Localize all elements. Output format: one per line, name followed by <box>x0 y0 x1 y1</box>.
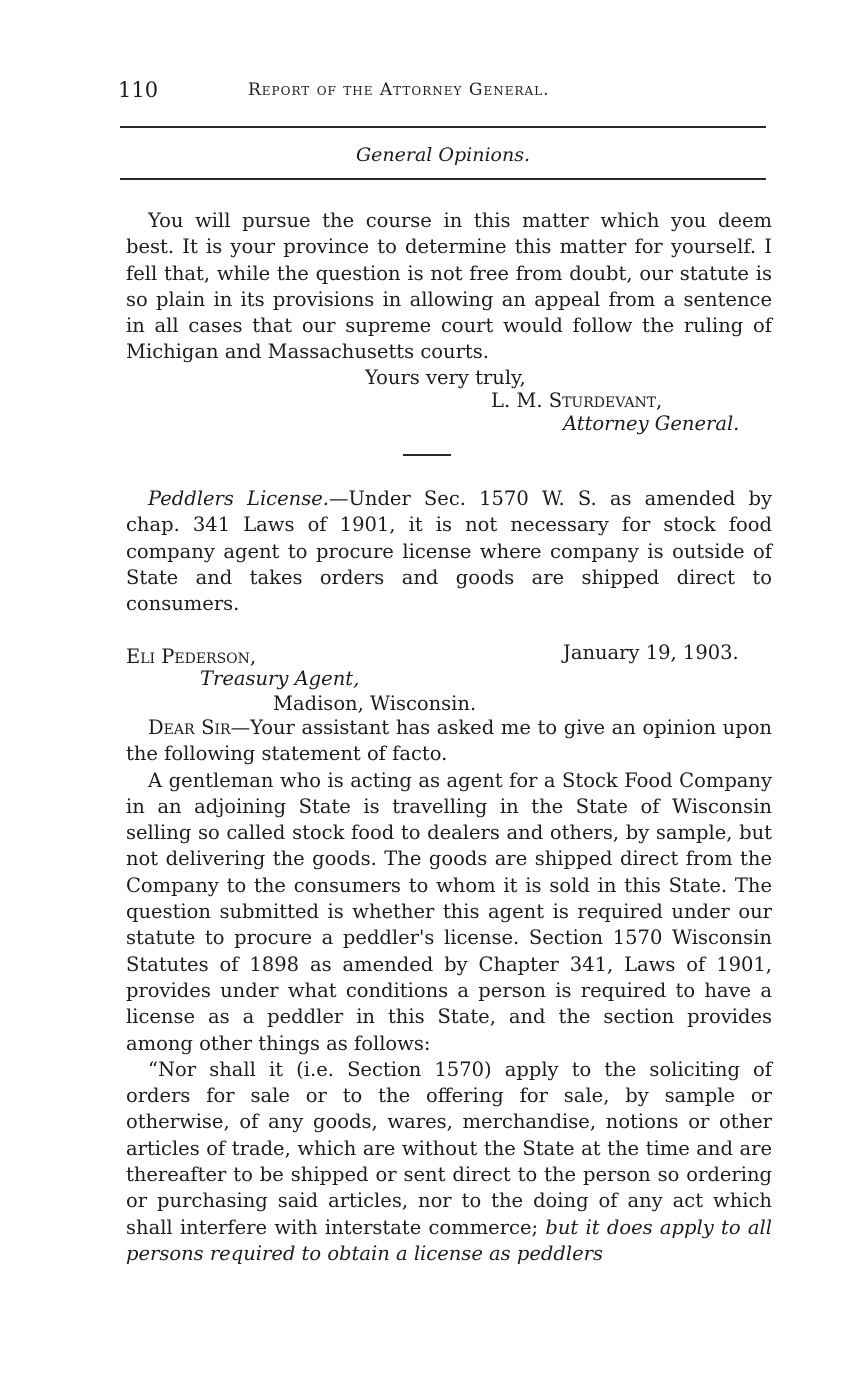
letter-closing: Yours very truly, <box>365 366 526 389</box>
statute-quote <box>126 1057 772 1267</box>
quote-text: “Nor shall it (i.e. Section 1570) apply to the soliciting of orders for sale or to the offering for sale, by sample or otherwise, of any goods, wares, merchandise, notions or other articles of trade, which are without the State at the time and are thereafter to be shipped or sent direct to the person so ordering or purchasing said articles, nor to the doing of any act which shall interfere with interstate commerce; <box>126 1057 772 1239</box>
opinion-2-body <box>126 715 772 1267</box>
opinion-1-body <box>126 208 772 366</box>
section-divider <box>403 454 451 456</box>
paragraph-1-text: —Your assistant has asked me to give an opinion upon the following statement of facto. <box>126 716 772 766</box>
syllabus-title: Peddlers License. <box>148 487 329 510</box>
addressee-title: Treasury Agent, <box>200 667 360 690</box>
header-rule-top <box>120 126 766 128</box>
section-heading: General Opinions. <box>355 144 531 166</box>
signer-name: L. M. Sturdevant, <box>491 389 663 412</box>
page-number: 110 <box>118 78 159 102</box>
opinion-1-paragraph: You will pursue the course in this matter which you deem best. It is your province to determine this matter for yourself. I fell that, while the question is not free from doubt, our statute is so plain in its provisions in allowing an appeal from a sentence in all cases that our supreme court would follow the ruling of Michigan and Massachusetts courts. <box>126 209 772 364</box>
opinion-2-paragraph-2: A gentleman who is acting as agent for a Stock Food Company in an adjoining State is travelling in the State of Wisconsin selling so called stock food to dealers and others, by sample, but not delivering the goods. The goods are shipped direct from the Company to the consumers to whom it is sold in this State. The question submitted is whether this agent is required under our statute to procure a peddler's license. Section 1570 Wisconsin Statutes of 1898 as amended by Chapter 341, Laws of 1901, provides under what conditions a person is required to have a license as a peddler in this State, and the section provides among other things as follows: <box>126 768 772 1055</box>
salutation: Dear Sir <box>148 716 231 739</box>
running-title: Report of the Attorney General. <box>248 80 550 100</box>
syllabus <box>126 486 772 617</box>
letter-date: January 19, 1903. <box>563 641 739 664</box>
addressee-name: Eli Pederson, <box>126 645 257 668</box>
quote-italic-text: but it does apply to all persons required to obtain a license as peddlers <box>126 1215 772 1265</box>
syllabus-text: —Under Sec. 1570 W. S. as amended by chap. 341 Laws of 1901, it is not necessary for stock food company agent to procure license where company is outside of State and takes orders and goods are shipped direct to consumers. <box>126 487 772 616</box>
addressee-location: Madison, Wisconsin. <box>273 692 477 715</box>
header-rule-bottom <box>120 178 766 180</box>
page-header <box>118 78 768 112</box>
opinion-2-paragraph-1 <box>126 715 772 768</box>
signer-title: Attorney General. <box>563 412 740 435</box>
